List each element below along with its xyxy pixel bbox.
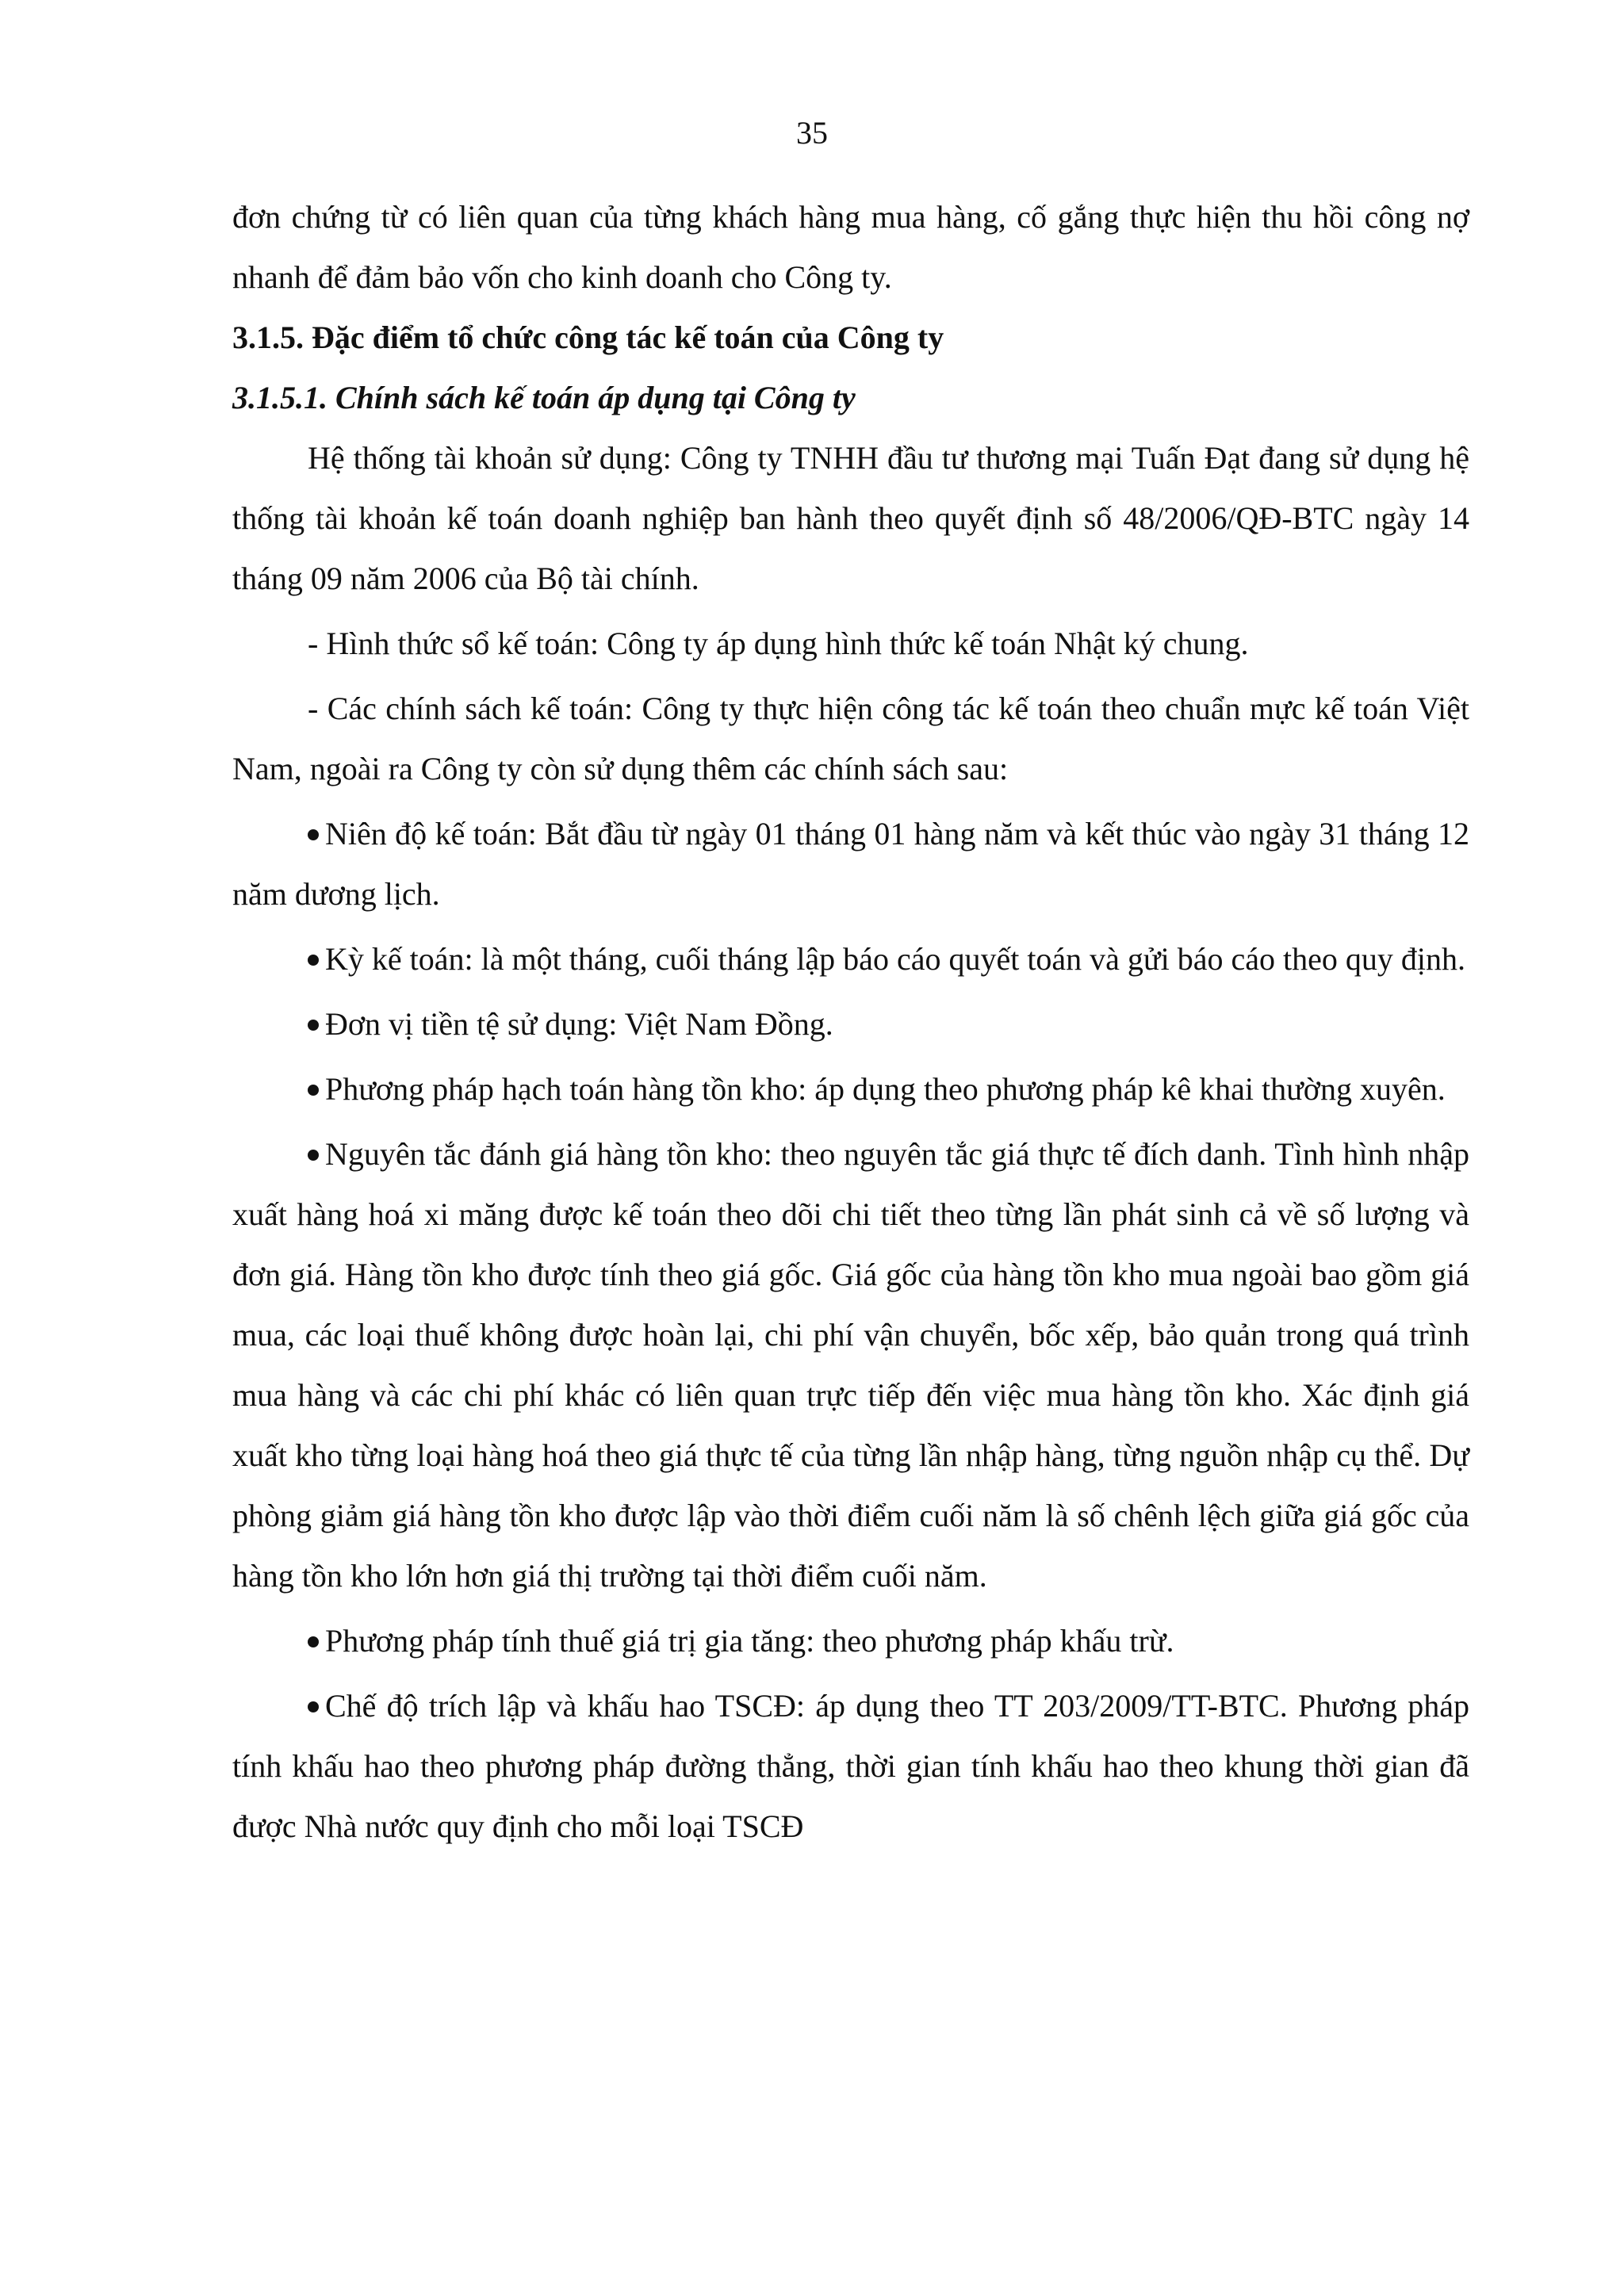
section-heading-3-1-5: 3.1.5. Đặc điểm tổ chức công tác kế toán của Công ty — [232, 320, 944, 355]
subsection-heading-3-1-5-1: 3.1.5.1. Chính sách kế toán áp dụng tại Công ty — [232, 380, 856, 415]
bullet-text: Nguyên tắc đánh giá hàng tồn kho: theo nguyên tắc giá thực tế đích danh. Tình hình nhập xuất hàng hoá xi măng được kế toán theo dõi chi tiết theo từng lần phát sinh cả về số lượng và đơn giá. Hàng tồn kho được tính theo giá gốc. Giá gốc của hàng tồn kho mua ngoài bao gồm giá mua, các loại thuế không được hoàn lại, chi phí vận chuyển, bốc xếp, bảo quản trong quá trình mua hàng và các chi phí khác có liên quan trực tiếp đến việc mua hàng tồn kho. Xác định giá xuất kho từng loại hàng hoá theo giá thực tế của từng lần nhập hàng, từng nguồn nhập cụ thể. Dự phòng giảm giá hàng tồn kho được lập vào thời điểm cuối năm là số chênh lệch giữa giá gốc của hàng tồn kho lớn hơn giá thị trường tại thời điểm cuối năm. — [232, 1136, 1469, 1594]
bullet-text: Đơn vị tiền tệ sử dụng: Việt Nam Đồng. — [325, 1006, 833, 1042]
bullet-icon — [308, 829, 319, 840]
bullet-text: Chế độ trích lập và khấu hao TSCĐ: áp dụng theo TT 203/2009/TT-BTC. Phương pháp tính khấu hao theo phương pháp đường thẳng, thời gian tính khấu hao theo khung thời gian đã được Nhà nước quy định cho mỗi loại TSCĐ — [232, 1688, 1469, 1844]
bookkeeping-form-paragraph: - Hình thức sổ kế toán: Công ty áp dụng hình thức kế toán Nhật ký chung. — [308, 626, 1249, 661]
bullet-icon — [308, 1150, 319, 1161]
bullet-item — [232, 1611, 1469, 1671]
accounting-policies-paragraph: - Các chính sách kế toán: Công ty thực hiện công tác kế toán theo chuẩn mực kế toán Việt Nam, ngoài ra Công ty còn sử dụng thêm các chính sách sau: — [232, 691, 1469, 786]
bullet-item — [232, 1676, 1469, 1857]
bullet-icon — [308, 1636, 319, 1647]
bullet-item — [232, 804, 1469, 924]
bullet-item — [232, 1059, 1469, 1119]
bullet-text: Phương pháp hạch toán hàng tồn kho: áp dụng theo phương pháp kê khai thường xuyên. — [325, 1071, 1446, 1107]
account-system-paragraph: Hệ thống tài khoản sử dụng: Công ty TNHH đầu tư thương mại Tuấn Đạt đang sử dụng hệ thống tài khoản kế toán doanh nghiệp ban hành theo quyết định số 48/2006/QĐ-BTC ngày 14 tháng 09 năm 2006 của Bộ tài chính. — [232, 440, 1469, 596]
bullet-item — [232, 929, 1469, 989]
bullet-icon — [308, 955, 319, 966]
bullet-item — [232, 1124, 1469, 1606]
bullet-item — [232, 994, 1469, 1054]
bullet-text: Niên độ kế toán: Bắt đầu từ ngày 01 tháng 01 hàng năm và kết thúc vào ngày 31 tháng 12 năm dương lịch. — [232, 816, 1469, 912]
page-number: 35 — [796, 115, 828, 151]
bullet-text: Phương pháp tính thuế giá trị gia tăng: theo phương pháp khấu trừ. — [325, 1623, 1174, 1659]
bullet-icon — [308, 1085, 319, 1096]
page-content — [232, 187, 1469, 1857]
bullet-icon — [308, 1701, 319, 1712]
bullet-icon — [308, 1020, 319, 1031]
bullet-text: Kỳ kế toán: là một tháng, cuối tháng lập báo cáo quyết toán và gửi báo cáo theo quy định. — [325, 941, 1465, 977]
intro-paragraph: đơn chứng từ có liên quan của từng khách hàng mua hàng, cố gắng thực hiện thu hồi công nợ nhanh để đảm bảo vốn cho kinh doanh cho Công ty. — [232, 199, 1469, 295]
